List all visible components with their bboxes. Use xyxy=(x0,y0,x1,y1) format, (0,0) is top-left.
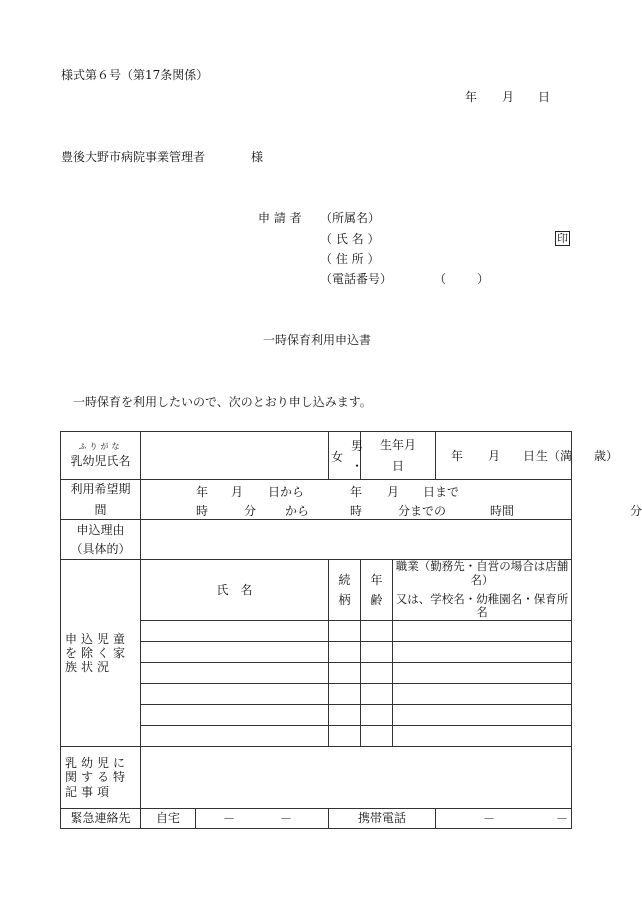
age-suffix: 歳） xyxy=(594,449,619,463)
mobile-phone-dash-2: － xyxy=(556,812,569,827)
sex-female: 女 xyxy=(331,450,344,464)
period-label-cell xyxy=(61,480,141,520)
period-label-2: 間 xyxy=(94,502,107,517)
family-relation-header-1: 続 xyxy=(338,572,351,587)
reason-row xyxy=(61,520,572,560)
date-day-label: 日 xyxy=(538,90,551,104)
notes-field[interactable] xyxy=(141,747,572,809)
child-name-label-cell xyxy=(61,432,141,480)
family-age-input[interactable] xyxy=(361,642,393,663)
family-name-input[interactable] xyxy=(141,705,329,726)
addressee-name: 豊後大野市病院事業管理者 xyxy=(61,150,206,164)
reason-label-cell xyxy=(61,520,141,560)
family-relation-input[interactable] xyxy=(329,684,361,705)
notes-row xyxy=(61,747,572,809)
family-label: 申込児童を除く家族状況 xyxy=(65,631,130,675)
family-name-header: 氏 名 xyxy=(141,560,329,621)
emergency-row xyxy=(61,809,572,829)
notes-label: 乳幼児に関する特記事項 xyxy=(65,756,130,799)
child-name-row xyxy=(61,432,572,480)
seal-mark: 印 xyxy=(557,232,568,245)
family-age-header-1: 年 xyxy=(370,572,383,587)
family-name-input[interactable] xyxy=(141,726,329,747)
family-name-input[interactable] xyxy=(141,642,329,663)
family-relation-header-2: 柄 xyxy=(338,593,351,608)
family-occupation-header-1: 職業（勤務先・自営の場合は店舗名） xyxy=(395,559,569,587)
birth-suffix: 生（満 xyxy=(536,449,573,463)
family-occupation-input[interactable] xyxy=(393,663,572,684)
period-label-1: 利用希望期 xyxy=(70,482,131,497)
family-occupation-header xyxy=(393,560,572,621)
period-year-1: 年 xyxy=(196,485,209,499)
period-minutes: 分 xyxy=(630,504,642,518)
period-field[interactable] xyxy=(141,480,642,520)
emergency-label: 緊急連絡先 xyxy=(61,809,141,829)
period-minute-1: 分 xyxy=(244,504,257,518)
notes-label-cell xyxy=(61,747,141,809)
family-name-input[interactable] xyxy=(141,663,329,684)
home-phone-dash-2: － xyxy=(280,812,293,827)
reason-label-1: 申込理由 xyxy=(76,522,125,537)
family-relation-input[interactable] xyxy=(329,726,361,747)
birth-label-1: 生年月 xyxy=(380,437,417,452)
family-name-input[interactable] xyxy=(141,684,329,705)
family-occupation-header-2: 又は、学校名・幼稚園名・保育所名 xyxy=(395,591,569,620)
period-from: から xyxy=(285,504,310,518)
document-title: 一時保育利用申込書 xyxy=(263,333,372,347)
phone-paren-close: ） xyxy=(477,272,490,286)
period-day-until: 日まで xyxy=(423,485,460,499)
family-occupation-input[interactable] xyxy=(393,684,572,705)
period-month-2: 月 xyxy=(387,485,400,499)
sex-dot: ・ xyxy=(351,459,364,473)
period-hour-2: 時 xyxy=(350,504,363,518)
child-name-ruby: ふりがな xyxy=(78,441,123,451)
birth-year-label: 年 xyxy=(451,449,464,463)
mobile-label: 携帯電話 xyxy=(329,809,436,829)
family-age-input[interactable] xyxy=(361,663,393,684)
form-number: 様式第６号（第17条関係） xyxy=(61,68,209,82)
date-month-label: 月 xyxy=(502,90,515,104)
home-phone-dash-1: － xyxy=(223,812,236,827)
period-day-from: 日から xyxy=(268,485,305,499)
family-age-input[interactable] xyxy=(361,684,393,705)
applicant-label: 申 請 者 xyxy=(258,211,302,225)
birth-day-label: 日 xyxy=(523,449,536,463)
family-age-header xyxy=(361,560,393,621)
period-year-2: 年 xyxy=(350,485,363,499)
application-table xyxy=(60,431,642,829)
reason-field[interactable] xyxy=(141,520,572,560)
family-header-row xyxy=(61,560,572,621)
family-relation-input[interactable] xyxy=(329,705,361,726)
family-relation-input[interactable] xyxy=(329,642,361,663)
applicant-name-label: （ 氏 名 ） xyxy=(320,232,380,246)
birth-month-label: 月 xyxy=(488,449,501,463)
applicant-address-label: （ 住 所 ） xyxy=(320,252,380,266)
birth-date-field[interactable] xyxy=(436,432,619,480)
family-relation-input[interactable] xyxy=(329,663,361,684)
reason-label-2: （具体的） xyxy=(70,542,131,556)
intro-text: 一時保育を利用したいので、次のとおり申し込みます。 xyxy=(73,395,372,409)
period-month-1: 月 xyxy=(231,485,244,499)
period-hours: 時間 xyxy=(490,504,515,518)
family-label-cell xyxy=(61,560,141,747)
birth-label-2: 日 xyxy=(392,459,405,473)
addressee-honorific: 様 xyxy=(251,150,264,164)
mobile-phone-dash-1: － xyxy=(483,812,496,827)
home-label: 自宅 xyxy=(141,809,196,829)
family-age-input[interactable] xyxy=(361,705,393,726)
applicant-phone-label: （電話番号） xyxy=(320,272,393,286)
sex-cell[interactable] xyxy=(329,432,364,480)
period-hour-1: 時 xyxy=(196,504,209,518)
family-age-input[interactable] xyxy=(361,726,393,747)
birth-label-cell xyxy=(361,432,436,480)
family-name-input[interactable] xyxy=(141,621,329,642)
period-row xyxy=(61,480,572,520)
phone-paren-open: （ xyxy=(434,272,447,286)
family-age-input[interactable] xyxy=(361,621,393,642)
home-phone-field[interactable] xyxy=(196,809,329,829)
child-name-field[interactable] xyxy=(141,432,329,480)
date-year-label: 年 xyxy=(465,90,478,104)
family-relation-input[interactable] xyxy=(329,621,361,642)
family-occupation-input[interactable] xyxy=(393,705,572,726)
sex-male: 男 xyxy=(351,439,364,453)
mobile-phone-field[interactable] xyxy=(436,809,572,829)
family-age-header-2: 齢 xyxy=(370,593,383,608)
family-relation-header xyxy=(329,560,361,621)
family-occupation-input[interactable] xyxy=(393,621,572,642)
child-name-label: 乳幼児氏名 xyxy=(70,453,131,468)
period-minute-until: 分までの xyxy=(398,504,447,518)
family-occupation-input[interactable] xyxy=(393,642,572,663)
applicant-affiliation-label: （所属名） xyxy=(320,211,381,225)
family-occupation-input[interactable] xyxy=(393,726,572,747)
